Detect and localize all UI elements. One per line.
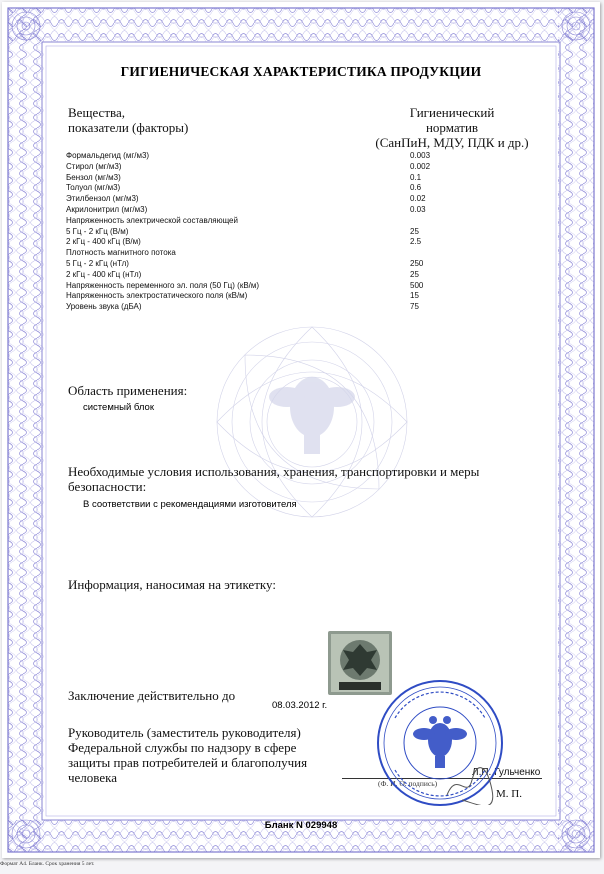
table-row [66, 302, 506, 313]
row-name: 5 Гц - 2 кГц (нТл) [66, 258, 129, 268]
table-row [66, 291, 506, 302]
application-value: системный блок [83, 402, 154, 413]
row-name: 5 Гц - 2 кГц (В/м) [66, 226, 129, 236]
label-info-label: Информация, наносимая на этикетку: [68, 577, 276, 592]
row-value [410, 248, 490, 259]
table-row [66, 237, 506, 248]
table-row [66, 183, 506, 194]
table-row [66, 173, 506, 184]
head-line4: человека [68, 770, 118, 785]
row-name: Плотность магнитного потока [66, 248, 176, 258]
table-row [66, 205, 506, 216]
head-line1: Руководитель (заместитель руководителя) [68, 725, 301, 740]
row-name: Стирол (мг/м3) [66, 161, 122, 171]
table-row [66, 248, 506, 259]
table-row [66, 259, 506, 270]
row-name: Формальдегид (мг/м3) [66, 151, 150, 160]
signature [442, 760, 502, 805]
header-right-line1: Гигиенический [409, 105, 495, 120]
table-row [66, 194, 506, 205]
row-value: 0.03 [410, 204, 426, 214]
row-name: Напряженность электрической составляющей [66, 215, 238, 225]
table-row [66, 227, 506, 238]
row-value: 25 [410, 269, 419, 279]
blank-number: Бланк N 029948 [264, 820, 338, 831]
row-name: Этилбензол (мг/м3) [66, 194, 139, 204]
header-left-line2: показатели (факторы) [68, 120, 189, 135]
header-right-line2: норматив [425, 120, 479, 135]
row-value [410, 216, 490, 227]
row-value: 75 [410, 302, 419, 312]
document-title: ГИГИЕНИЧЕСКАЯ ХАРАКТЕРИСТИКА ПРОДУКЦИИ [120, 64, 482, 79]
header-right-line3: (СанПиН, МДУ, ПДК и др.) [375, 135, 529, 150]
row-value: 0.02 [410, 194, 426, 204]
row-value: 2.5 [410, 237, 422, 247]
row-value: 0.1 [410, 172, 422, 182]
table-row [66, 270, 506, 281]
footer-note: Формат А4. Бланк. Срок хранения 5 лет. [0, 861, 95, 867]
row-value: 15 [410, 291, 419, 301]
head-line3: защиты прав потребителей и благополучия [68, 755, 308, 770]
head-name: Л.П. Гульченко [472, 767, 541, 778]
row-value: 0.002 [410, 161, 431, 171]
indicators-table [66, 151, 506, 313]
row-value: 250 [410, 258, 424, 268]
mp-label: М. П. [496, 788, 522, 800]
row-value: 0.003 [410, 151, 431, 160]
row-name: Напряженность переменного эл. поля (50 Гц) (кВ/м) [66, 280, 260, 290]
conditions-value: В соответствии с рекомендациями изготовителя [83, 499, 297, 510]
row-name: Толуол (мг/м3) [66, 183, 121, 193]
row-name: 2 кГц - 400 кГц (В/м) [66, 237, 141, 247]
row-name: Акрилонитрил (мг/м3) [66, 204, 148, 214]
row-name: Напряженность электростатического поля (кВ/м) [66, 291, 248, 301]
fio-caption: (Ф. И. О. подпись) [378, 779, 438, 788]
row-value: 500 [410, 280, 424, 290]
row-value: 25 [410, 226, 419, 236]
validity-label: Заключение действительно до [68, 688, 236, 703]
header-left-line1: Вещества, [68, 105, 125, 120]
conditions-label-line2: безопасности: [68, 479, 147, 494]
head-line2: Федеральной службы по надзору в сфере [68, 740, 297, 755]
row-name: Бензол (мг/м3) [66, 172, 121, 182]
table-row [66, 216, 506, 227]
certificate-page [2, 2, 600, 858]
table-row [66, 151, 506, 162]
conditions-label-line1: Необходимые условия использования, хранения, транспортировки и меры [68, 464, 480, 479]
row-name: Уровень звука (дБА) [66, 302, 142, 312]
validity-date: 08.03.2012 г. [272, 700, 328, 711]
application-label: Область применения: [68, 383, 188, 398]
table-row [66, 281, 506, 292]
row-name: 2 кГц - 400 кГц (нТл) [66, 269, 142, 279]
table-row [66, 162, 506, 173]
row-value: 0.6 [410, 183, 422, 193]
